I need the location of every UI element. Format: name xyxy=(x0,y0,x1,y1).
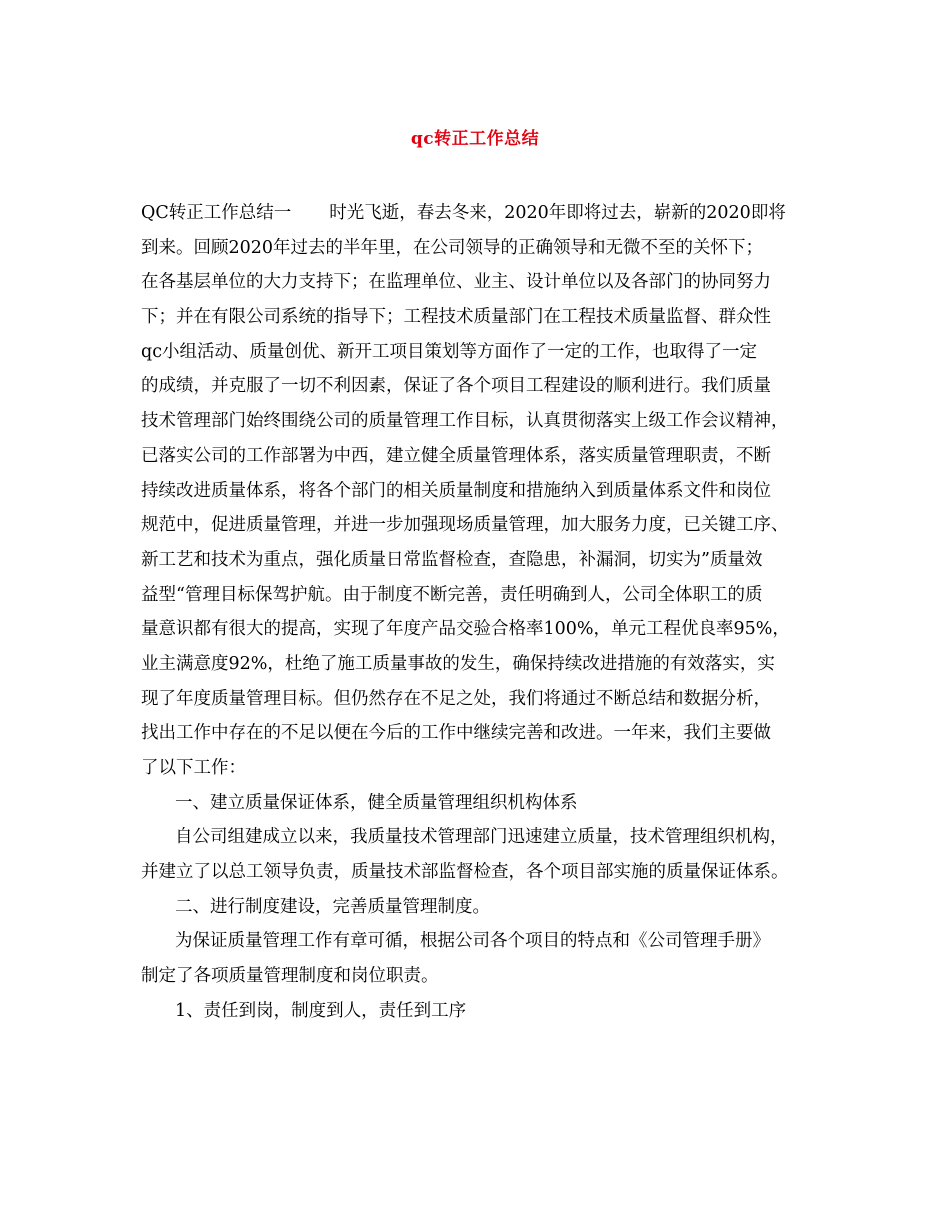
body-line-23: 制定了各项质量管理制度和岗位职责。 xyxy=(141,966,439,987)
body-line-3: 在各基层单位的大力支持下；在监理单位、业主、设计单位以及各部门的协同努力 xyxy=(141,272,771,293)
document-title: qc转正工作总结 xyxy=(410,129,540,149)
body-line-11: 新工艺和技术为重点，强化质量日常监督检查，查隐患，补漏洞，切实为”质量效 xyxy=(141,549,763,570)
body-line-7: 技术管理部门始终围绕公司的质量管理工作目标，认真贯彻落实上级工作会议精神， xyxy=(141,411,789,432)
body-line-15: 现了年度质量管理目标。但仍然存在不足之处，我们将通过不断总结和数据分析， xyxy=(141,688,771,709)
body-line-14: 业主满意度92%，杜绝了施工质量事故的发生，确保持续改进措施的有效落实，实 xyxy=(141,653,775,674)
section-heading-2: 二、进行制度建设，完善质量管理制度。 xyxy=(175,896,490,917)
body-line-19: 自公司组建成立以来，我质量技术管理部门迅速建立质量，技术管理组织机构， xyxy=(175,827,788,848)
body-line-22: 为保证质量管理工作有章可循，根据公司各个项目的特点和《公司管理手册》 xyxy=(175,931,770,952)
body-line-12: 益型“管理目标保驾护航。由于制度不断完善，责任明确到人，公司全体职工的质 xyxy=(141,584,763,605)
list-item-1: 1、责任到岗，制度到人，责任到工序 xyxy=(175,1000,467,1021)
body-line-6: 的成绩，并克服了一切不利因素，保证了各个项目工程建设的顺利进行。我们质量 xyxy=(141,376,771,397)
body-line-2: 到来。回顾2020年过去的半年里，在公司领导的正确领导和无微不至的关怀下； xyxy=(141,237,764,258)
body-line-10: 规范中，促进质量管理，并进一步加强现场质量管理，加大服务力度，已关键工序、 xyxy=(141,515,789,536)
body-line-13: 量意识都有很大的提高，实现了年度产品交验合格率100%，单元工程优良率95%， xyxy=(141,619,790,640)
body-line-4: 下；并在有限公司系统的指导下；工程技术质量部门在工程技术质量监督、群众性 xyxy=(141,307,771,328)
body-line-16: 找出工作中存在的不足以便在今后的工作中继续完善和改进。一年来，我们主要做 xyxy=(141,723,771,744)
body-line-8: 已落实公司的工作部署为中西，建立健全质量管理体系，落实质量管理职责，不断 xyxy=(141,445,771,466)
body-line-17: 了以下工作： xyxy=(141,758,246,778)
body-line-9: 持续改进质量体系，将各个部门的相关质量制度和措施纳入到质量体系文件和岗位 xyxy=(141,480,771,501)
section-heading-1: 一、建立质量保证体系，健全质量管理组织机构体系 xyxy=(175,792,578,813)
body-line-5: qc小组活动、质量创优、新开工项目策划等方面作了一定的工作，也取得了一定 xyxy=(141,341,758,362)
body-line-1 xyxy=(141,196,821,231)
body-line-20: 并建立了以总工领导负责，质量技术部监督检查，各个项目部实施的质量保证体系。 xyxy=(141,862,789,883)
document-body xyxy=(141,196,821,1029)
intro-heading: QC转正工作总结一 xyxy=(141,203,292,223)
body-text: 时光飞逝，春去冬来，2020年即将过去，崭新的2020即将 xyxy=(329,203,786,223)
